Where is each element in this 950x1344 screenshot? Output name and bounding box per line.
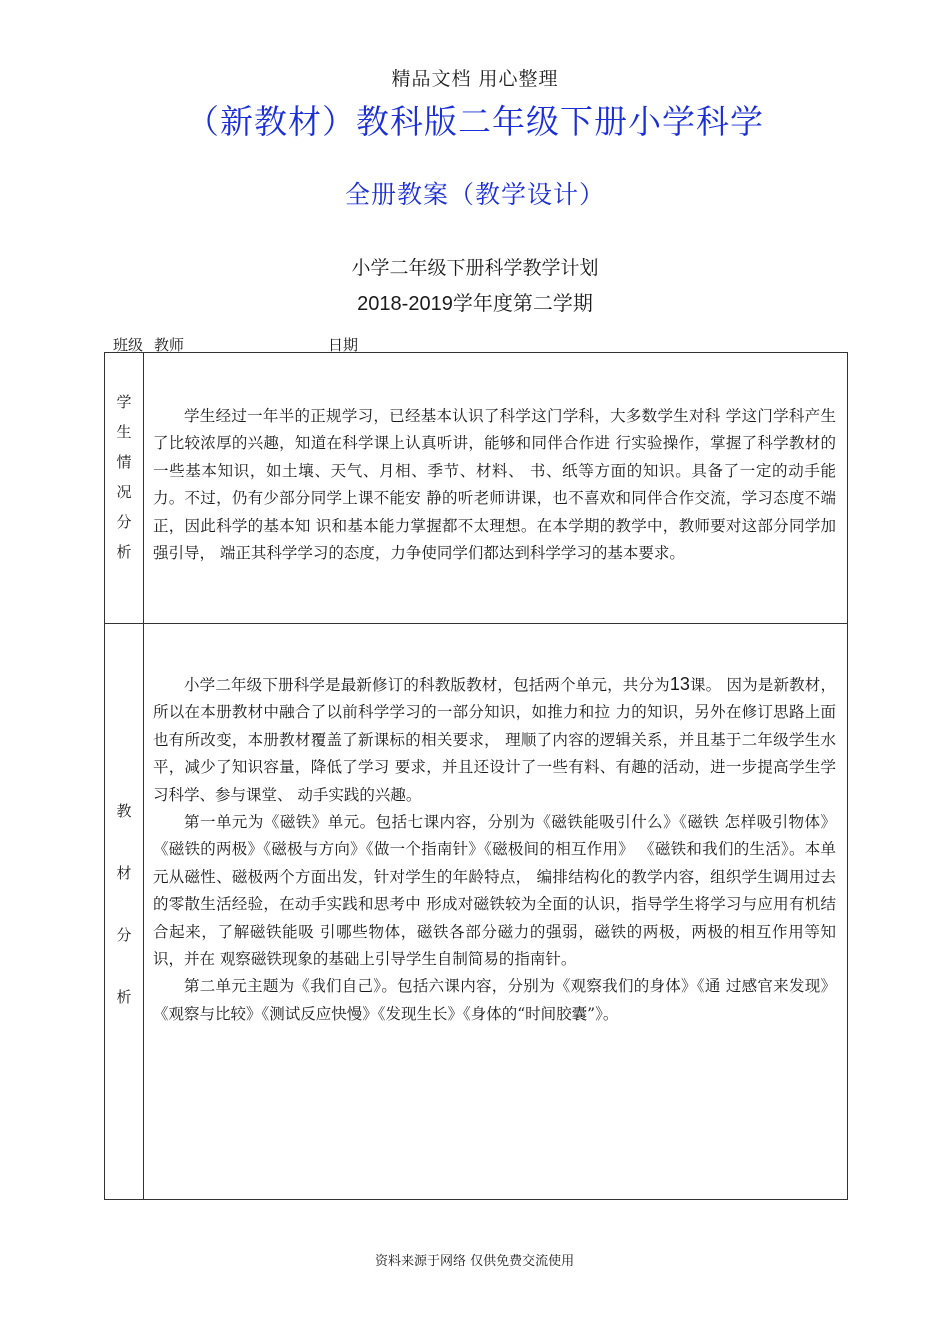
sub-title: 全册教案（教学设计） (344, 180, 605, 209)
label-char: 分 (116, 926, 132, 944)
label-char: 材 (116, 864, 132, 882)
p1-text-before: 小学二年级下册科学是最新修订的科教版教材，包括两个单元，共分为 (184, 676, 670, 694)
plan-term (0, 287, 950, 316)
p1-text-after: 课。 因为是新教材，所以在本册教材中融合了以前科学学习的一部分知识，如推力和拉 力的知识，另外在修订思路上面也有所改变，本册教材覆盖了新课标的相关要求， 理顺了内容的逻辑关系，并且基于二年级学生水平，减少了知识容量，降低了学习 要求，并且还设计了一些有料、有趣的活动，进一步提高学生学习科学、参与课堂、 动手实践的兴趣。 (153, 676, 836, 804)
date-label: 日期 (328, 336, 359, 354)
label-char: 情 (116, 453, 132, 471)
table-row-students (105, 353, 848, 624)
header-note: 精品文档 用心整理 (391, 68, 559, 90)
lesson-count: 13 (669, 674, 690, 694)
textbook-content-cell (144, 624, 848, 1200)
students-label-cell (105, 353, 144, 624)
label-char: 析 (116, 543, 132, 561)
label-char: 析 (116, 988, 132, 1006)
students-content-cell (144, 353, 848, 624)
label-char: 况 (116, 483, 132, 501)
students-label (105, 353, 143, 567)
class-label: 班级 (113, 336, 144, 354)
main-title: （新教材）教科版二年级下册小学科学 (186, 102, 764, 141)
textbook-paragraph-2: 第一单元为《磁铁》单元。包括七课内容，分别为《磁铁能吸引什么》《磁铁 怎样吸引物体》《磁铁的两极》《磁极与方向》《做一个指南针》《磁极间的相互作用》 《磁铁和我们的生活》。本单元从磁性、磁极两个方面出发，针对学生的年龄特点， 编排结构化的教学内容，组织学生调用过去的零散生活经验，在动手实践和思考中 形成对磁铁较为全面的认识，指导学生将学习与应用有机结合起来，了解磁铁能吸 引哪些物体，磁铁各部分磁力的强弱，磁铁的两极，两极的相互作用等知识，并在 观察磁铁现象的基础上引导学生自制简易的指南针。 (153, 813, 836, 969)
teacher-label: 教师 (154, 336, 185, 354)
label-char: 生 (116, 423, 132, 441)
label-char: 分 (116, 513, 132, 531)
textbook-label (105, 624, 143, 1028)
label-char: 教 (116, 802, 132, 820)
plan-table (104, 352, 848, 1200)
textbook-paragraph-3: 第二单元主题为《我们自己》。包括六课内容，分别为《观察我们的身体》《通 过感官来发现》《观察与比较》《测试反应快慢》《发现生长》《身体的“时间胶囊”》。 (153, 977, 836, 1023)
textbook-label-cell (105, 624, 144, 1200)
plan-title: 小学二年级下册科学教学计划 (351, 257, 599, 279)
plan-term-year: 2018-2019 (357, 293, 453, 315)
table-row-textbook (105, 624, 848, 1200)
plan-term-rest: 学年度第二学期 (452, 291, 593, 315)
textbook-paragraph-1 (153, 671, 836, 809)
footer-note: 资料来源于网络 仅供免费交流使用 (375, 1254, 575, 1269)
students-paragraph: 学生经过一年半的正规学习，已经基本认识了科学这门学科，大多数学生对科 学这门学科产生了比较浓厚的兴趣，知道在科学课上认真听讲，能够和同伴合作进 行实验操作，掌握了科学教材的一些基本知识，如土壤、天气、月相、季节、材料、 书、纸等方面的知识。具备了一定的动手能力。不过，仍有少部分同学上课不能安 静的听老师讲课，也不喜欢和同伴合作交流，学习态度不端正，因此科学的基本知 识和基本能力掌握都不太理想。在本学期的教学中，教师要对这部分同学加强引导， 端正其科学学习的态度，力争使同学们都达到科学学习的基本要求。 (153, 407, 836, 563)
label-char: 学 (116, 393, 132, 411)
